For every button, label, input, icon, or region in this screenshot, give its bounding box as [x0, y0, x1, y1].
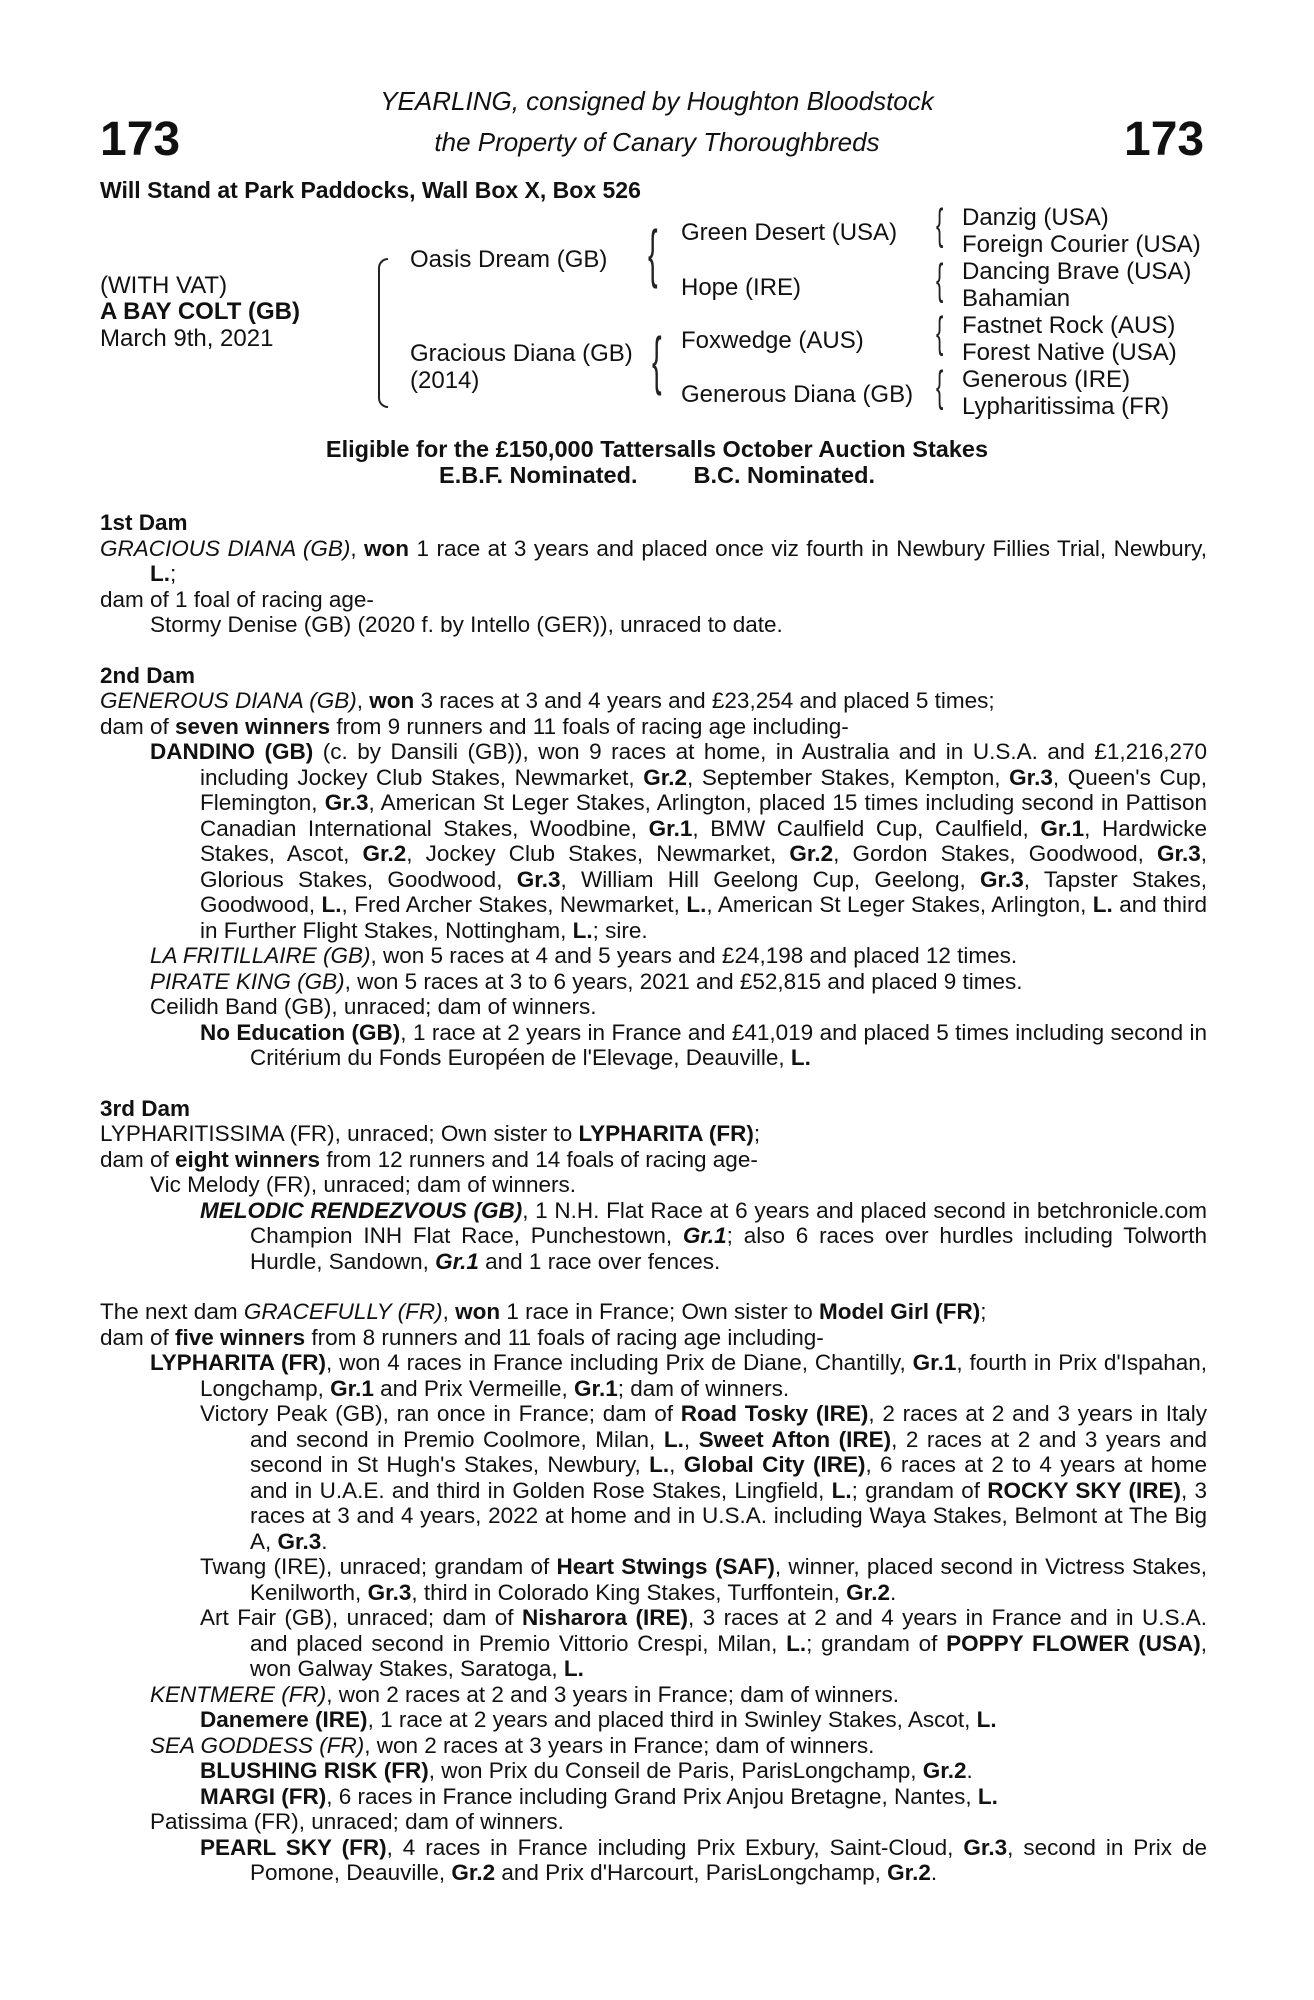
sire-name: Oasis Dream (GB): [410, 246, 608, 273]
first-dam-heading: 1st Dam: [100, 510, 188, 535]
second-dam-foals: dam of seven winners from 9 runners and 11 foals of racing age including-: [100, 713, 849, 739]
next-dam-foals: dam of five winners from 8 runners and 11 foals of racing age including-: [100, 1324, 824, 1350]
art-fair-entry: Art Fair (GB), unraced; dam of Nisharora (IRE), 3 races at 2 and 4 years in France and in U.S.A. and placed second in Premio Vittorio Crespi, Milan, L.; grandam of POPPY FLOWER (USA), won Galway Stakes, Saratoga, L.: [200, 1605, 1207, 1681]
eligibility-line: Eligible for the £150,000 Tattersalls October Auction Stakes: [325, 436, 989, 462]
ebf-nominated: E.B.F. Nominated.: [439, 462, 638, 488]
dam-year: (2014): [410, 367, 480, 394]
brace-g34: {: [936, 255, 944, 304]
sire-sire: Green Desert (USA): [681, 219, 898, 246]
brace-g78: {: [936, 362, 944, 411]
horse-name: A BAY COLT (GB): [100, 298, 301, 325]
dam-name: Gracious Diana (GB): [410, 340, 633, 367]
no-education-entry: No Education (GB), 1 race at 2 years in France and £41,019 and placed 5 times including second in Critérium du Fonds Européen de l'Elevage, Deauville, L.: [200, 1019, 1207, 1070]
pearl-sky-entry: PEARL SKY (FR), 4 races in France including Prix Exbury, Saint-Cloud, Gr.3, second in Prix de Pomone, Deauville, Gr.2 and Prix d'Harcourt, ParisLongchamp, Gr.2.: [200, 1834, 1207, 1885]
grandsire-4: Bahamian: [962, 285, 1071, 312]
catalogue-body: [100, 510, 1207, 1886]
lypharita-entry: LYPHARITA (FR), won 4 races in France including Prix de Diane, Chantilly, Gr.1, fourth in Prix d'Ispahan, Longchamp, Gr.1 and Prix Vermeille, Gr.1; dam of winners.: [150, 1350, 1207, 1401]
eligibility-block: [0, 436, 1314, 488]
twang-entry: Twang (IRE), unraced; grandam of Heart Stwings (SAF), winner, placed second in Victress Stakes, Kenilworth, Gr.3, third in Colorado King Stakes, Turffontein, Gr.2.: [200, 1554, 1207, 1605]
kentmere-entry: KENTMERE (FR), won 2 races at 2 and 3 years in France; dam of winners.: [150, 1681, 900, 1707]
margi-entry: MARGI (FR), 6 races in France including Grand Prix Anjou Bretagne, Nantes, L.: [200, 1783, 998, 1809]
brace-g56: {: [936, 308, 944, 357]
grandsire-2: Foreign Courier (USA): [962, 231, 1201, 258]
vat-label: (WITH VAT): [100, 272, 228, 299]
melodic-rendezvous-entry: MELODIC RENDEZVOUS (GB), 1 N.H. Flat Race at 6 years and placed second in betchronicle.com Champion INH Flat Race, Punchestown, Gr.1; also 6 races over hurdles including Tolworth Hurdle, Sandown, Gr.1 and 1 race over fences.: [200, 1197, 1207, 1274]
la-fritillaire-entry: LA FRITILLAIRE (GB), won 5 races at 4 and 5 years and £24,198 and placed 12 times.: [150, 943, 1018, 968]
sire-dam: Hope (IRE): [681, 274, 802, 301]
grandsire-5: Fastnet Rock (AUS): [962, 312, 1176, 339]
brace-main-lower: [378, 368, 388, 408]
next-dam-entry: The next dam GRACEFULLY (FR), won 1 race in France; Own sister to Model Girl (FR);: [100, 1299, 987, 1324]
lot-number-left: 173: [100, 113, 181, 166]
third-dam-foals: dam of eight winners from 12 runners and 14 foals of racing age-: [100, 1146, 758, 1172]
stand-location: Will Stand at Park Paddocks, Wall Box X, Box 526: [100, 177, 641, 203]
vic-melody-entry: Vic Melody (FR), unraced; dam of winners.: [150, 1172, 576, 1197]
first-dam-offspring: Stormy Denise (GB) (2020 f. by Intello (GER)), unraced to date.: [150, 612, 783, 637]
property-line: the Property of Canary Thoroughbreds: [434, 127, 880, 157]
second-dam-heading: 2nd Dam: [100, 662, 196, 688]
first-dam-entry: GRACIOUS DIANA (GB), won 1 race at 3 years and placed once viz fourth in Newbury Fillies Trial, Newbury, L.;: [100, 535, 1207, 586]
third-dam-heading: 3rd Dam: [100, 1095, 191, 1121]
lot-number-right: 173: [1124, 113, 1205, 166]
dam-dam: Generous Diana (GB): [681, 381, 914, 408]
brace-main: [378, 258, 388, 370]
grandsire-6: Forest Native (USA): [962, 339, 1177, 366]
consignor-line: YEARLING, consigned by Houghton Bloodstock: [380, 86, 934, 116]
ceilidh-band-entry: Ceilidh Band (GB), unraced; dam of winners.: [150, 994, 597, 1019]
third-dam-entry: LYPHARITISSIMA (FR), unraced; Own sister to LYPHARITA (FR);: [100, 1121, 761, 1146]
second-dam-entry: GENEROUS DIANA (GB), won 3 races at 3 and 4 years and £23,254 and placed 5 times;: [100, 688, 995, 713]
dandino-entry: DANDINO (GB) (c. by Dansili (GB)), won 9 races at home, in Australia and in U.S.A. and £1,216,270 including Jockey Club Stakes, Newmarket, Gr.2, September Stakes, Kempton, Gr.3, Queen's Cup, Flemington, Gr.3, American St Leger Stakes, Arlington, placed 15 times including second in Pattison Canadian International Stakes, Woodbine, Gr.1, BMW Caulfield Cup, Caulfield, Gr.1, Hardwicke Stakes, Ascot, Gr.2, Jockey Club Stakes, Newmarket, Gr.2, Gordon Stakes, Goodwood, Gr.3, Glorious Stakes, Goodwood, Gr.3, William Hill Geelong Cup, Geelong, Gr.3, Tapster Stakes, Goodwood, L., Fred Archer Stakes, Newmarket, L., American St Leger Stakes, Arlington, L. and third in Further Flight Stakes, Nottingham, L.; sire.: [150, 739, 1208, 943]
dam-sire: Foxwedge (AUS): [681, 327, 864, 354]
danemere-entry: Danemere (IRE), 1 race at 2 years and placed third in Swinley Stakes, Ascot, L.: [200, 1707, 997, 1732]
brace-g12: {: [936, 200, 944, 249]
bc-nominated: B.C. Nominated.: [693, 462, 875, 488]
pirate-king-entry: PIRATE KING (GB), won 5 races at 3 to 6 years, 2021 and £52,815 and placed 9 times.: [150, 968, 1023, 994]
grandsire-3: Dancing Brave (USA): [962, 258, 1192, 285]
patissima-entry: Patissima (FR), unraced; dam of winners.: [150, 1809, 564, 1834]
brace-dam: {: [652, 324, 662, 396]
horse-dob: March 9th, 2021: [100, 325, 274, 352]
grandsire-7: Generous (IRE): [962, 366, 1131, 393]
first-dam-foals: dam of 1 foal of racing age-: [100, 586, 374, 612]
grandsire-8: Lypharitissima (FR): [962, 393, 1170, 420]
victory-peak-entry: Victory Peak (GB), ran once in France; dam of Road Tosky (IRE), 2 races at 2 and 3 years in Italy and second in Premio Coolmore, Milan, L., Sweet Afton (IRE), 2 races at 2 and 3 years and second in St Hugh's Stakes, Newbury, L., Global City (IRE), 6 races at 2 to 4 years at home and in U.A.E. and third in Golden Rose Stakes, Lingfield, L.; grandam of ROCKY SKY (IRE), 3 races at 3 and 4 years, 2022 at home and in U.S.A. including Waya Stakes, Belmont at The Big A, Gr.3.: [200, 1401, 1207, 1554]
sea-goddess-entry: SEA GODDESS (FR), won 2 races at 3 years in France; dam of winners.: [150, 1732, 875, 1758]
blushing-risk-entry: BLUSHING RISK (FR), won Prix du Conseil de Paris, ParisLongchamp, Gr.2.: [200, 1758, 973, 1783]
grandsire-1: Danzig (USA): [962, 204, 1109, 231]
brace-sire: {: [648, 217, 658, 289]
